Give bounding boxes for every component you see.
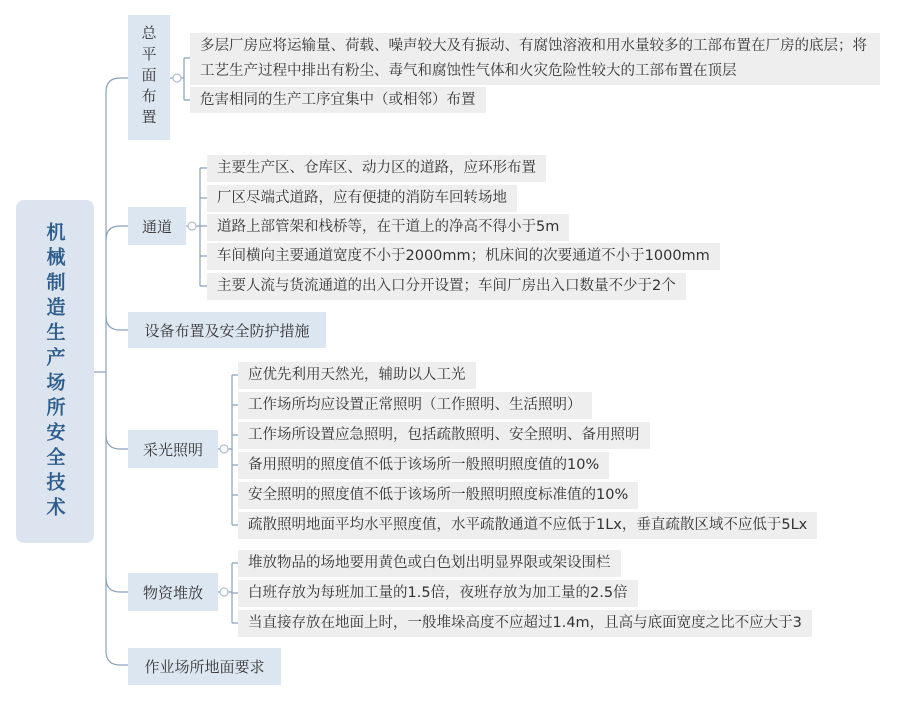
branch-label: 作业场所地面要求 [144, 658, 265, 676]
leaf-node[interactable]: 车间横向主要通道宽度不小于2000mm；机床间的次要通道不小于1000mm [207, 243, 720, 270]
leaf-node[interactable]: 主要人流与货流通道的出入口分开设置；车间厂房出入口数量不少于2个 [207, 273, 686, 300]
leaf-node[interactable]: 主要生产区、仓库区、动力区的道路，应环形布置 [207, 155, 546, 182]
leaf-node[interactable]: 白班存放为每班加工量的1.5倍，夜班存放为加工量的2.5倍 [238, 580, 638, 607]
root-node[interactable] [16, 200, 94, 543]
leaf-node[interactable]: 堆放物品的场地要用黄色或白色划出明显界限或架设围栏 [238, 550, 621, 577]
branch-general-layout[interactable] [128, 15, 170, 140]
branch-label: 通道 [141, 217, 172, 236]
leaf-node[interactable]: 工作场所均应设置正常照明（工作照明、生活照明） [238, 392, 592, 419]
leaf-node[interactable]: 厂区尽端式道路，应有便捷的消防车回转场地 [207, 185, 517, 212]
branch-lighting[interactable] [128, 430, 218, 468]
leaf-node[interactable]: 安全照明的照度值不低于该场所一般照明照度标准值的10% [238, 482, 638, 509]
branch-label: 采光照明 [142, 440, 203, 459]
branch-equipment[interactable] [128, 312, 326, 348]
leaf-node[interactable]: 道路上部管架和栈桥等，在干道上的净高不得小于5m [207, 214, 569, 241]
leaf-node[interactable]: 当直接存放在地面上时，一般堆垛高度不应超过1.4m，且高与底面宽度之比不应大于3 [238, 610, 812, 637]
root-label: 机械制造生产场所安全技术 [43, 221, 66, 522]
branch-label: 总平面布置 [139, 25, 158, 130]
leaf-node[interactable]: 工作场所设置应急照明，包括疏散照明、安全照明、备用照明 [238, 422, 650, 449]
leaf-node[interactable]: 疏散照明地面平均水平照度值，水平疏散通道不应低于1Lx，垂直疏散区域不应低于5Lx [238, 512, 817, 539]
leaf-node[interactable]: 应优先利用天然光，辅助以人工光 [238, 362, 476, 389]
leaf-node[interactable]: 备用照明的照度值不低于该场所一般照明照度值的10% [238, 452, 609, 479]
branch-material-stacking[interactable] [128, 573, 218, 611]
branch-floor-requirements[interactable] [128, 648, 281, 685]
branch-passage[interactable] [128, 207, 186, 245]
leaf-node[interactable]: 危害相同的生产工序宜集中（或相邻）布置 [190, 87, 486, 113]
leaf-node[interactable]: 多层厂房应将运输量、荷载、噪声较大及有振动、有腐蚀溶液和用水量较多的工部布置在厂房的底层；将工艺生产过程中排出有粉尘、毒气和腐蚀性气体和火灾危险性较大的工部布置在顶层 [190, 33, 880, 85]
branch-label: 设备布置及安全防护措施 [144, 321, 310, 340]
branch-label: 物资堆放 [142, 583, 203, 602]
